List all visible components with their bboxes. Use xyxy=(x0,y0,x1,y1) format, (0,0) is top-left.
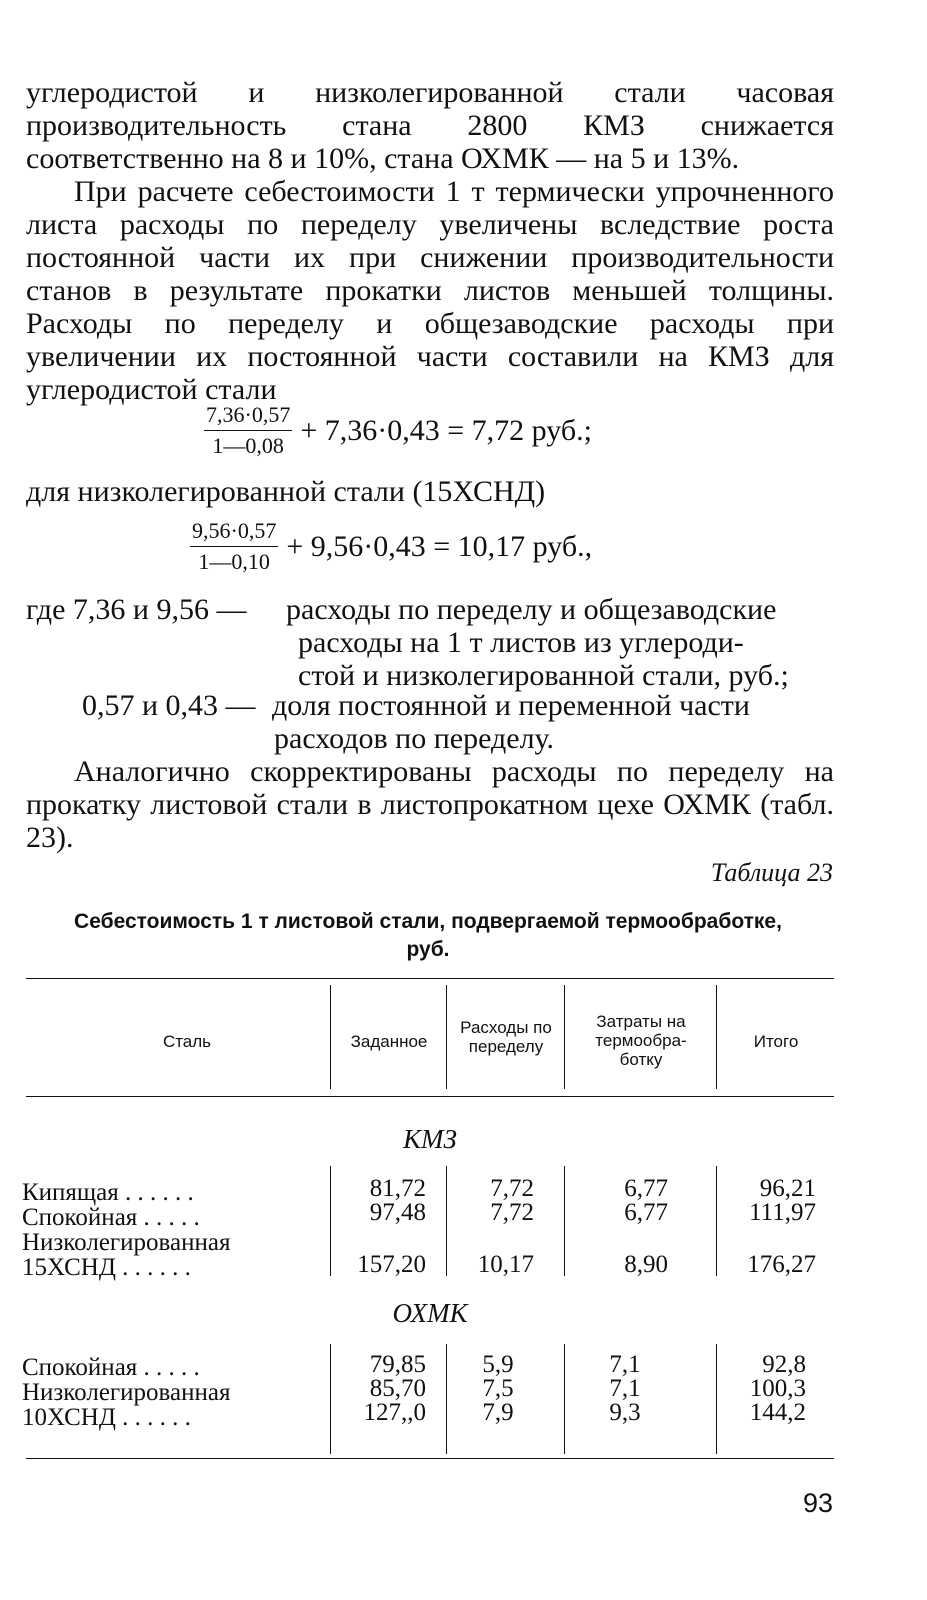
paragraph-1: углеродистой и низколегированной стали часовая производительность стана 2800 КМЗ снижается соответственно на 8 и 10%, стана ОХМК — на 5 и 13%. xyxy=(26,76,834,175)
body-divider-2b xyxy=(446,1344,447,1454)
where-text-4: доля постоянной и переменной части xyxy=(272,689,750,722)
cell-total: 96,21 xyxy=(759,1175,816,1202)
table-header-rule xyxy=(26,1096,834,1097)
cell-given: 157,20 xyxy=(357,1251,426,1278)
where-label-4: 0,57 и 0,43 — xyxy=(82,689,256,722)
cell-heat: 8,90 xyxy=(624,1251,668,1278)
header-heat-line-2: термообра- xyxy=(595,1031,687,1050)
where-text-3: стой и низколегированной стали, руб.; xyxy=(298,659,789,692)
cell-total: 100,3 xyxy=(749,1375,806,1402)
cell-heat: 9,3 xyxy=(609,1399,641,1426)
table-caption: Таблица 23 xyxy=(710,858,833,887)
header-divider-3 xyxy=(564,985,565,1089)
where-label-1: где 7,36 и 9,56 — xyxy=(26,593,247,626)
cell-steel: Низколегированная xyxy=(22,1379,231,1406)
cell-total: 176,27 xyxy=(747,1251,816,1278)
cell-total: 144,2 xyxy=(749,1399,806,1426)
header-total: Итого xyxy=(753,1032,799,1051)
header-divider-4 xyxy=(716,985,717,1089)
header-conversion-line-2: переделу xyxy=(468,1037,544,1056)
formula-low-alloy-steel xyxy=(190,518,592,576)
cell-total: 111,97 xyxy=(749,1199,816,1226)
cell-conversion: 7,72 xyxy=(490,1199,534,1226)
cell-conversion: 5,9 xyxy=(482,1351,514,1378)
section-title-kmz: КМЗ xyxy=(403,1124,457,1154)
cell-heat: 6,77 xyxy=(624,1175,668,1202)
formula-1-denominator: 1—0,08 xyxy=(212,433,284,458)
cell-steel: Спокойная . . . . . xyxy=(22,1204,200,1231)
header-conversion xyxy=(448,1018,564,1056)
cell-steel: Спокойная . . . . . xyxy=(22,1354,200,1381)
cell-steel: 10ХСНД . . . . . . xyxy=(22,1404,191,1431)
body-divider-3b xyxy=(564,1344,565,1454)
cell-conversion: 7,5 xyxy=(482,1375,514,1402)
cell-heat: 7,1 xyxy=(609,1375,641,1402)
cell-heat: 7,1 xyxy=(609,1351,641,1378)
formula-1-rest: + 7,36·0,43 = 7,72 руб.; xyxy=(300,414,592,447)
header-divider-1 xyxy=(330,985,331,1089)
cell-steel: Низколегированная xyxy=(22,1229,231,1256)
body-text-bottom xyxy=(26,755,834,854)
header-heat-line-3: ботку xyxy=(619,1050,663,1069)
table-title xyxy=(20,908,836,964)
cell-conversion: 7,9 xyxy=(482,1399,514,1426)
body-divider-2a xyxy=(446,1166,447,1276)
where-text-1: расходы по переделу и общезаводские xyxy=(286,593,777,626)
body-text-top xyxy=(26,76,834,406)
cell-conversion: 10,17 xyxy=(477,1251,534,1278)
cell-given: 127,,0 xyxy=(363,1399,426,1426)
page-number: 93 xyxy=(802,1488,833,1518)
cell-given: 97,48 xyxy=(369,1199,426,1226)
cell-given: 81,72 xyxy=(369,1175,426,1202)
header-given: Заданное xyxy=(350,1032,428,1051)
paragraph-4: Аналогично скорректированы расходы по переделу на прокатку листовой стали в листопрокатном цехе ОХМК (табл. 23). xyxy=(26,755,834,854)
cell-steel: 15ХСНД . . . . . . xyxy=(22,1254,191,1281)
paragraph-3: для низколегированной стали (15ХСНД) xyxy=(26,475,546,508)
header-conversion-line-1: Расходы по xyxy=(460,1018,552,1037)
table-title-line-1: Себестоимость 1 т листовой стали, подвергаемой термообработке, xyxy=(74,910,782,933)
formula-2-denominator: 1—0,10 xyxy=(198,549,270,574)
header-divider-2 xyxy=(446,985,447,1089)
formula-2-fraction xyxy=(190,518,278,576)
body-divider-1a xyxy=(330,1166,331,1276)
cell-given: 79,85 xyxy=(369,1351,426,1378)
cell-steel: Кипящая . . . . . . xyxy=(22,1179,194,1206)
formula-carbon-steel xyxy=(204,402,592,460)
table-top-rule xyxy=(26,978,834,979)
paragraph-2: При расчете себестоимости 1 т термически упрочненного листа расходы по переделу увеличены вследствие роста постоянной части их при снижении производительности станов в результате прокатки листов меньшей толщины. Расходы по переделу и общезаводские расходы при увеличении их постоянной части составили на КМЗ для углеродистой стали xyxy=(26,175,834,406)
body-divider-3a xyxy=(564,1166,565,1276)
cell-conversion: 7,72 xyxy=(490,1175,534,1202)
formula-1-fraction xyxy=(204,402,292,460)
body-divider-4b xyxy=(716,1344,717,1454)
table-bottom-rule xyxy=(26,1458,834,1459)
formula-2-rest: + 9,56·0,43 = 10,17 руб., xyxy=(286,530,593,563)
table-title-line-2: руб. xyxy=(406,938,450,961)
where-text-2: расходы на 1 т листов из углероди- xyxy=(298,626,744,659)
body-text-mid xyxy=(26,475,834,508)
header-steel: Сталь xyxy=(162,1032,212,1051)
header-heat-line-1: Затраты на xyxy=(596,1012,686,1031)
header-heat-treatment xyxy=(566,1012,716,1069)
body-divider-1b xyxy=(330,1344,331,1454)
cell-total: 92,8 xyxy=(762,1351,806,1378)
section-title-okhmk: ОХМК xyxy=(392,1298,468,1328)
formula-1-numerator: 7,36·0,57 xyxy=(204,402,292,431)
body-divider-4a xyxy=(716,1166,717,1276)
cell-given: 85,70 xyxy=(369,1375,426,1402)
formula-2-numerator: 9,56·0,57 xyxy=(190,518,278,547)
cell-heat: 6,77 xyxy=(624,1199,668,1226)
where-text-5: расходов по переделу. xyxy=(274,722,555,755)
